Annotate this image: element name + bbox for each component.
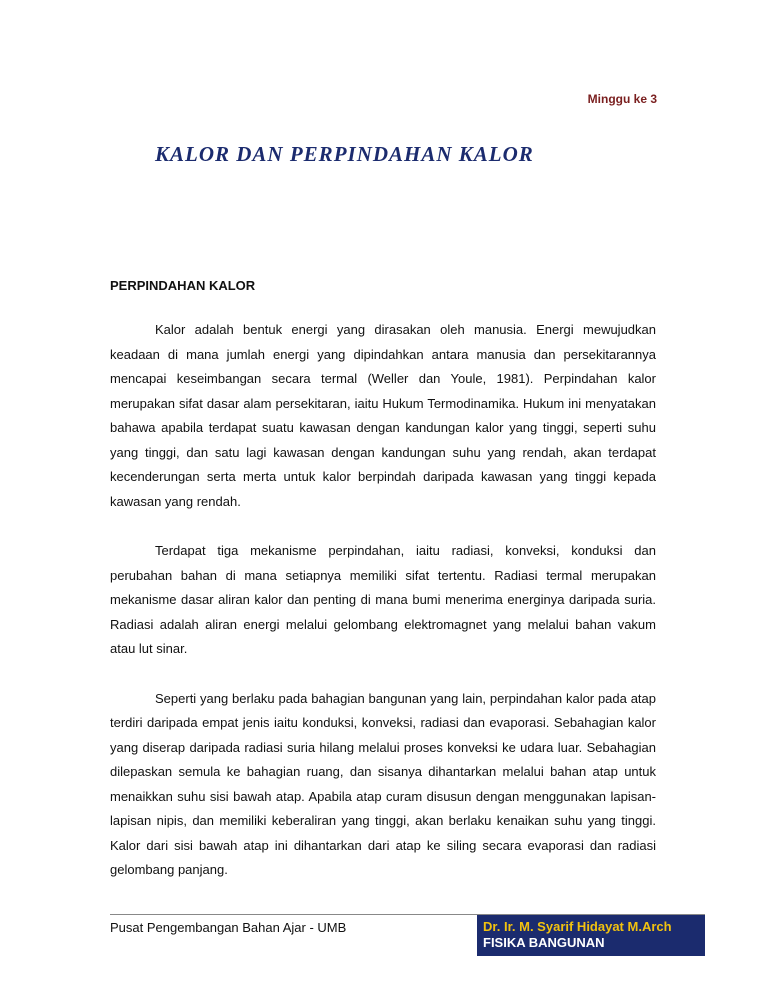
paragraph-3: Seperti yang berlaku pada bahagian bangunan yang lain, perpindahan kalor pada atap terdiri daripada empat jenis iaitu konduksi, konveksi, radiasi dan evaporasi. Sebahagian kalor yang diserap daripada radiasi suria hilang melalui proses konveksi ke udara luar. Sebahagian dilepaskan semula ke bahagian ruang, dan sisanya dihantarkan melalui bahan atap untuk menaikkan suhu sisi bawah atap. Apabila atap curam disusun dengan menggunakan lapisan-lapisan nipis, dan memiliki keberaliran yang tinggi, akan berlaku kenaikan suhu yang tinggi. Kalor dari sisi bawah atap ini dihantarkan dari atap ke siling secara evaporasi dan radiasi gelombang panjang. [110,690,656,877]
week-label: Minggu ke 3 [587,92,657,106]
footer-author: Dr. Ir. M. Syarif Hidayat M.Arch [483,919,672,934]
footer-course: FISIKA BANGUNAN [483,935,605,950]
paragraph-2: Terdapat tiga mekanisme perpindahan, iaitu radiasi, konveksi, konduksi dan perubahan bahan di mana setiapnya memiliki sifat tertentu. Radiasi termal merupakan mekanisme dasar aliran kalor dan penting di mana bumi menerima energinya daripada suria. Radiasi adalah aliran energi melalui gelombang elektromagnet yang melalui bahan vakum atau lut sinar. [110,543,656,656]
section-heading: PERPINDAHAN KALOR [110,278,256,293]
footer-author-box [477,915,705,956]
body-text [110,318,656,908]
paragraph-1: Kalor adalah bentuk energi yang dirasakan oleh manusia. Energi mewujudkan keadaan di mana jumlah energi yang dipindahkan antara manusia dan persekitarannya mencapai keseimbangan secara termal (Weller dan Youle, 1981). Perpindahan kalor merupakan sifat dasar alam persekitaran, iaitu Hukum Termodinamika. Hukum ini menyatakan bahawa apabila terdapat suatu kawasan dengan kandungan kalor yang tinggi, seperti suhu yang tinggi, dan satu lagi kawasan dengan kandungan suhu yang rendah, akan terdapat kecenderungan serta merta untuk kalor berpindah daripada kawasan yang tinggi kepada kawasan yang rendah. [110,322,656,509]
document-title: KALOR DAN PERPINDAHAN KALOR [155,142,534,166]
footer-institution: Pusat Pengembangan Bahan Ajar - UMB [110,920,347,935]
